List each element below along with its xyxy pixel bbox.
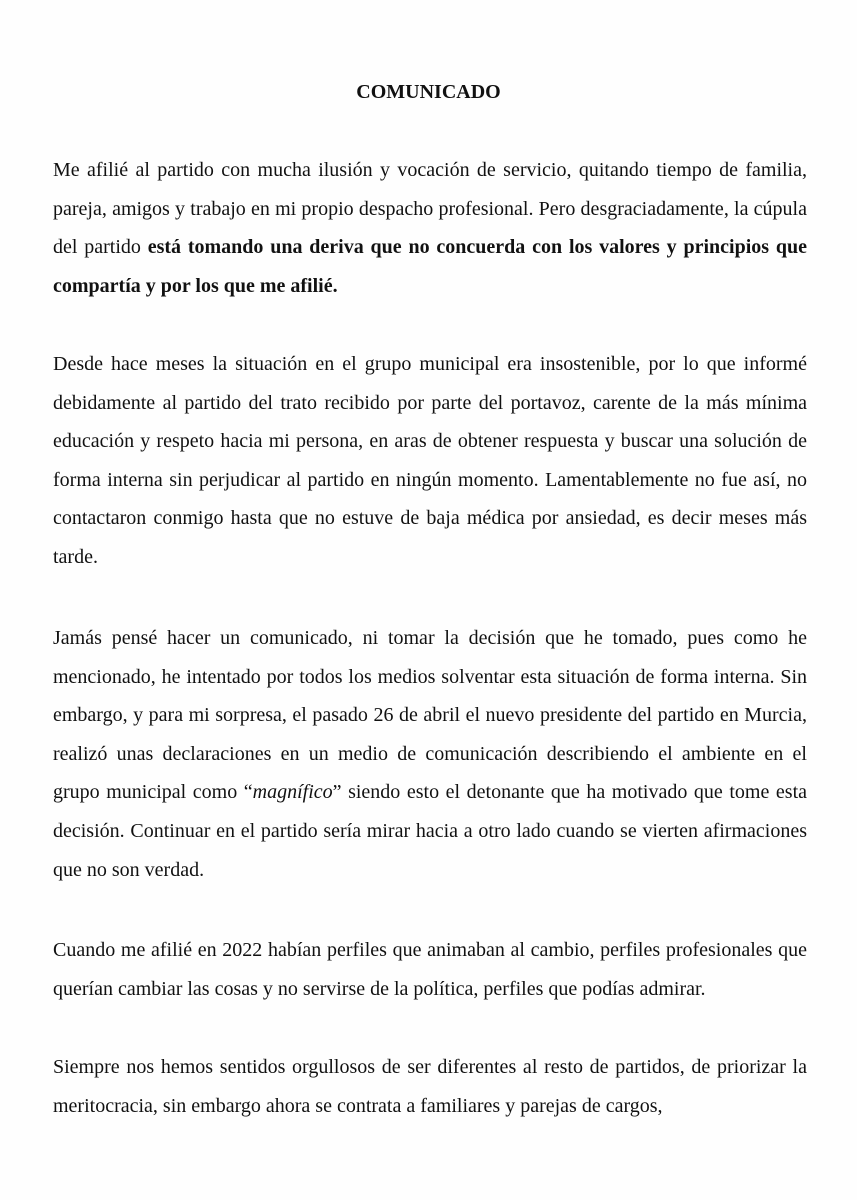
paragraph-2: Desde hace meses la situación en el grupo municipal era insostenible, por lo que informé debidamente al partido del trato recibido por parte del portavoz, carente de la más mínima educación y respeto hacia mi persona, en aras de obtener respuesta y buscar una solución de forma interna sin perjudicar al partido en ningún momento. Lamentablemente no fue así, no contactaron conmigo hasta que no estuve de baja médica por ansiedad, es decir meses más tarde. — [53, 353, 807, 568]
paragraph-1-text: Me afilié al partido con mucha ilusión y vocación de servicio, quitando tiempo de familia, pareja, amigos y trabajo en mi propio despacho profesional. Pero desgraciadamente, la cúpula del partido — [53, 159, 807, 259]
paragraph-1 — [53, 151, 807, 305]
paragraph-1-bold-text: está tomando una deriva que no concuerda con los valores y principios que compartía y por los que me afilié. — [53, 236, 807, 297]
paragraph-4: Cuando me afilié en 2022 habían perfiles que animaban al cambio, perfiles profesionales que querían cambiar las cosas y no servirse de la política, perfiles que podías admirar. — [53, 939, 807, 1000]
paragraph-3-text-end: ” siendo esto el detonante que ha motivado que tome esta decisión. Continuar en el partido sería mirar hacia a otro lado cuando se vierten afirmaciones que no son verdad. — [53, 781, 808, 881]
paragraph-5: Siempre nos hemos sentidos orgullosos de ser diferentes al resto de partidos, de priorizar la meritocracia, sin embargo ahora se contrata a familiares y parejas de cargos, — [53, 1056, 807, 1117]
paragraph-3-text-start: Jamás pensé hacer un comunicado, ni tomar la decisión que he tomado, pues como he mencionado, he intentado por todos los medios solventar esta situación de forma interna. Sin embargo, y para mi sorpresa, el pasado 26 de abril el nuevo presidente del partido en Murcia, realizó unas declaraciones en un medio de comunicación describiendo el ambiente en el grupo municipal como “ — [53, 627, 807, 804]
paragraph-3 — [53, 619, 807, 889]
paragraph-3-italic-text: magnífico — [252, 781, 333, 804]
document-title: COMUNICADO — [356, 81, 501, 103]
